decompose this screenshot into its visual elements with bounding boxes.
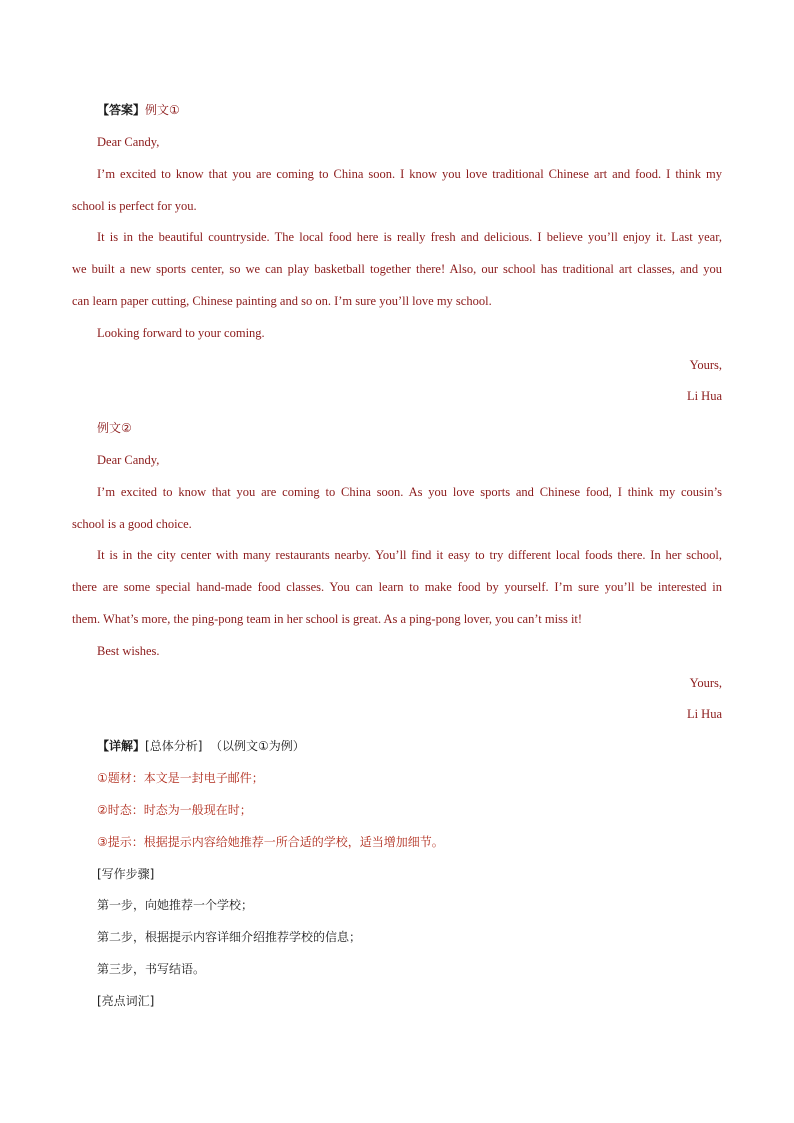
step-1: 第一步，向她推荐一个学校； [97,898,254,912]
vocab-title: [亮点词汇] [97,994,155,1008]
essay1-closing: Yours, [689,358,722,372]
answer-tag: 【答案】 [97,103,146,117]
sample-label-1: 例文① [145,103,180,117]
steps-title: [写作步骤] [97,867,155,881]
essay2-closing: Yours, [689,676,722,690]
essay1-signature: Li Hua [686,389,722,403]
explain-tag: 【详解】 [97,739,146,753]
step-3: 第三步，书写结语。 [97,962,206,976]
essay2-p2-line2: there are some special hand-made food classes. You can learn to make food by yourself. I’m sure you’ll be interested in [72,580,722,594]
explain-heading [97,738,722,754]
essay1-greeting: Dear Candy, [97,135,160,149]
analysis-item-1: ①题材：本文是一封电子邮件； [97,771,264,785]
essay2-greeting: Dear Candy, [97,453,160,467]
essay2-p1-line1: I’m excited to know that you are coming to China soon. As you love sports and Chinese food, I think my cousin’s [97,485,722,499]
essay2-p3: Best wishes. [97,644,160,658]
explain-title: [总体分析] [145,739,203,753]
step-2: 第二步，根据提示内容详细介绍推荐学校的信息； [97,930,362,944]
essay1-p2-line2: we built a new sports center, so we can play basketball together there! Also, our school has traditional art classes, and you [72,262,722,276]
essay2-p1-line2: school is a good choice. [72,517,192,531]
essay1-p2-line3: can learn paper cutting, Chinese painting and so on. I’m sure you’ll love my school. [72,294,492,308]
essay2-signature: Li Hua [686,707,722,721]
essay1-p2-line1: It is in the beautiful countryside. The local food here is really fresh and delicious. I believe you’ll enjoy it. Last year, [97,230,722,244]
analysis-item-3: ③提示：根据提示内容给她推荐一所合适的学校，适当增加细节。 [97,835,444,849]
explain-note: （以例文①为例） [210,739,305,753]
answer-heading [97,102,722,118]
essay1-p1-line1: I’m excited to know that you are coming to China soon. I know you love traditional Chinese art and food. I think my [97,167,722,181]
essay2-p2-line1: It is in the city center with many restaurants nearby. You’ll find it easy to try different local foods there. In her school, [97,548,722,562]
essay2-p2-line3: them. What’s more, the ping-pong team in her school is great. As a ping-pong lover, you can’t miss it! [72,612,583,626]
sample-label-2: 例文② [97,421,132,435]
essay1-p3: Looking forward to your coming. [97,326,265,340]
essay1-p1-line2: school is perfect for you. [72,199,197,213]
analysis-item-2: ②时态：时态为一般现在时； [97,803,252,817]
